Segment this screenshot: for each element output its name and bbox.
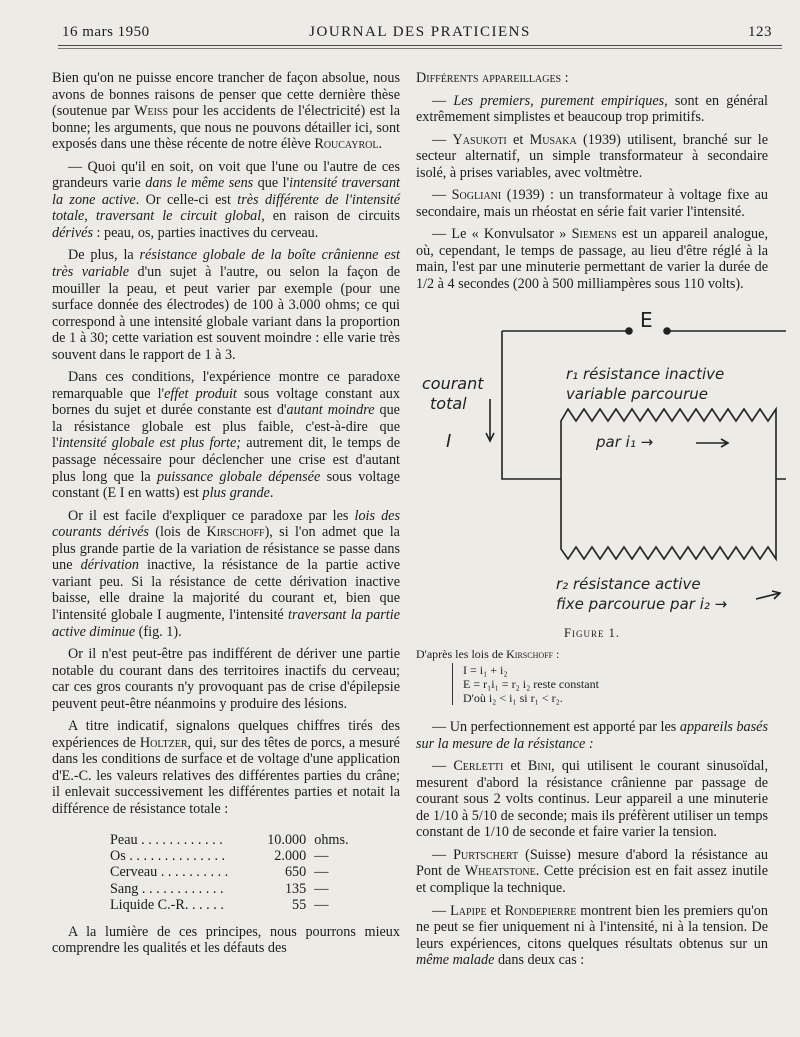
header-page-number: 123: [748, 24, 772, 40]
right-column: [416, 70, 768, 975]
header-rule: [58, 45, 782, 46]
paragraph: Bien qu'on ne puisse encore trancher de façon absolue, nous avons de bonnes raisons de penser que cette dernière thèse (soutenue par Weiss pour les accidents de l'électricité) est la bonne; les arguments, que nous ne pouvons détailler ici, sont exposés dans une thèse récente de notre élève Roucayrol.: [52, 70, 400, 153]
paragraph: — Yasukoti et Musaka (1939) utilisent, branché sur le secteur alternatif, un simple transformateur à secondaire isolé, à prises variables, avec voltmètre.: [416, 131, 769, 181]
arrow-i2: [756, 591, 780, 599]
label-r1-line3: par i₁ →: [596, 432, 654, 451]
kirschoff-formula: D'après les lois de Kirschoff : I = i₁ + i₂ E = r₁i₁ = r₂ i₂ reste constant D'où i₂ < i₁ si r₁ < r₂.: [416, 647, 768, 705]
arrow-i1: [696, 439, 728, 447]
section-heading: Différents appareillages :: [416, 70, 569, 86]
figure-caption: Figure 1.: [564, 625, 620, 640]
label-r2-line1: r₂ résistance active: [556, 574, 701, 593]
left-column: [52, 70, 400, 963]
left-wire: [502, 331, 561, 479]
label-r2-line2: fixe parcourue par i₂ →: [556, 594, 728, 613]
paragraph: — Purtschert (Suisse) mesure d'abord la résistance au Pont de Wheatstone. Cette précision est en fait assez inutile et complique la technique.: [416, 846, 769, 897]
page-header: [58, 22, 782, 44]
header-date: 16 mars 1950: [62, 24, 150, 40]
table-row: Sang . . . . . . . . . . . . 135 —: [110, 880, 329, 897]
paragraph: A titre indicatif, signalons quelques chiffres tirés des expériences de Holtzer, qui, sur des têtes de porcs, a mesuré dans les conditions de surface et de voltage d'une application d'E.-C. les valeurs relatives des différentes parties du crâne; il enlevait successivement les différentes parties et notait la différence de résistance totale :: [52, 718, 400, 817]
paragraph: — Les premiers, purement empiriques, sont en général extrêmement simplistes et beaucoup trop primitifs.: [416, 92, 768, 126]
formula-line: E = r₁i₁ = r₂ i₂ reste constant: [463, 677, 599, 692]
formula-line: I = i₁ + i₂: [463, 663, 508, 678]
table-row: Peau . . . . . . . . . . . . 10.000 ohms.: [110, 831, 349, 848]
header-rule-secondary: [58, 48, 782, 49]
paragraph: Dans ces conditions, l'expérience montre ce paradoxe remarquable que l'effet produit sous voltage constant aux bornes du sujet et durée constante est d'autant moindre que la résistance globale est plus faible, c'est-à-dire que l'intensité globale est plus forte; autrement dit, le temps de passage nécessaire pour déclencher une crise est d'autant plus long que la puissance globale dépensée sous voltage constant (E I en watts) est plus grande.: [52, 369, 401, 502]
paragraph: Or il est facile d'expliquer ce paradoxe par les lois des courants dérivés (lois de Kirschoff), si l'on admet que la plus grande partie de la variation de résistance se passe dans une dérivation inactive, la résistance de la partie active variant peu. Si la résistance de cette dérivation inactive baisse, elle draine la majorité du courant et, bien que l'intensité globale I augmente, l'intensité traversant la partie active diminue (fig. 1).: [52, 507, 400, 640]
table-row: Os . . . . . . . . . . . . . . 2.000 —: [110, 847, 329, 864]
resistor-r2: [561, 479, 776, 559]
paragraph: — Quoi qu'il en soit, on voit que l'une ou l'autre de ces grandeurs varie dans le même sens que l'intensité traversant la zone active. Or celle-ci est très différente de l'intensité totale, traversant le circuit global, en raison de circuits dérivés : peau, os, parties inactives du cerveau.: [52, 158, 401, 241]
terminal-left: [626, 328, 632, 334]
label-r1-line2: variable parcourue: [566, 384, 708, 403]
paragraph: — Sogliani (1939) : un transformateur à voltage fixe au secondaire, mais un rhéostat en série fait varier l'intensité.: [416, 187, 769, 220]
resistor-r1: [561, 409, 786, 479]
terminal-right: [664, 328, 670, 334]
resistance-table: [110, 832, 349, 914]
paragraph: — Un perfectionnement est apporté par les appareils basés sur la mesure de la résistance :: [416, 719, 768, 752]
table-row: Cerveau . . . . . . . . . . 650 —: [110, 864, 329, 881]
label-I: I: [446, 430, 452, 452]
table-row: Liquide C.-R. . . . . . 55 —: [110, 897, 329, 914]
label-r1-line1: r₁ résistance inactive: [566, 364, 725, 383]
header-journal-title: JOURNAL DES PRATICIENS: [309, 24, 531, 40]
circuit-diagram: [416, 301, 786, 621]
formula-line: D'où i₂ < i₁ si r₁ < r₂.: [463, 691, 563, 706]
paragraph: A la lumière de ces principes, nous pourrons mieux comprendre les qualités et les défauts des: [52, 923, 400, 957]
paragraph: — Lapipe et Rondepierre montrent bien les premiers qu'on ne peut se fier uniquement ni à l'intensité, ni à la tension. De leurs expériences, citons quelques résultats obtenus sur un même malade dans deux cas :: [416, 902, 768, 969]
circuit-svg: [416, 301, 786, 621]
paragraph: — Le « Konvulsator » Siemens est un appareil analogue, où, cependant, le temps de passage, au lieu d'être réglé à la main, l'est par une minuterie permettant de varier la durée de 1/2 à 4 secondes (200 à 500 milliampères sous 110 volts).: [416, 226, 768, 293]
label-courant: courant: [422, 373, 484, 393]
paragraph: De plus, la résistance globale de la boîte crânienne est très variable d'un sujet à l'autre, ou selon la façon de mouiller la peau, et peut varier par exemple (pour une surface donnée des électrodes) de 100 à 3.000 ohms; ce qui correspond à une intensité globale variant dans la proportion de 1 à 30; cette variation est souvent moindre : elle varie très souvent dans le rapport de 1 à 3.: [52, 247, 400, 363]
paragraph: Or il n'est peut-être pas indifférent de dériver une partie notable du courant dans des territoires inactifs du cerveau; car ces gros courants n'y provoquant pas de crise d'épilepsie peuvent peut-être néanmoins y produire des lésions.: [52, 646, 400, 712]
paragraph: — Cerletti et Bini, qui utilisent le courant sinusoïdal, mesurent d'abord la résistance crânienne par passage de courant sous 2 volts continus. Leur appareil a une minuterie de 1/10 à 5/10 de seconde; mais ils préfèrent utiliser un temps constant de 1/10 de seconde et faire varier la tension.: [416, 758, 769, 841]
current-arrow: [486, 399, 494, 441]
label-total: total: [430, 393, 467, 413]
label-E: E: [640, 307, 653, 332]
